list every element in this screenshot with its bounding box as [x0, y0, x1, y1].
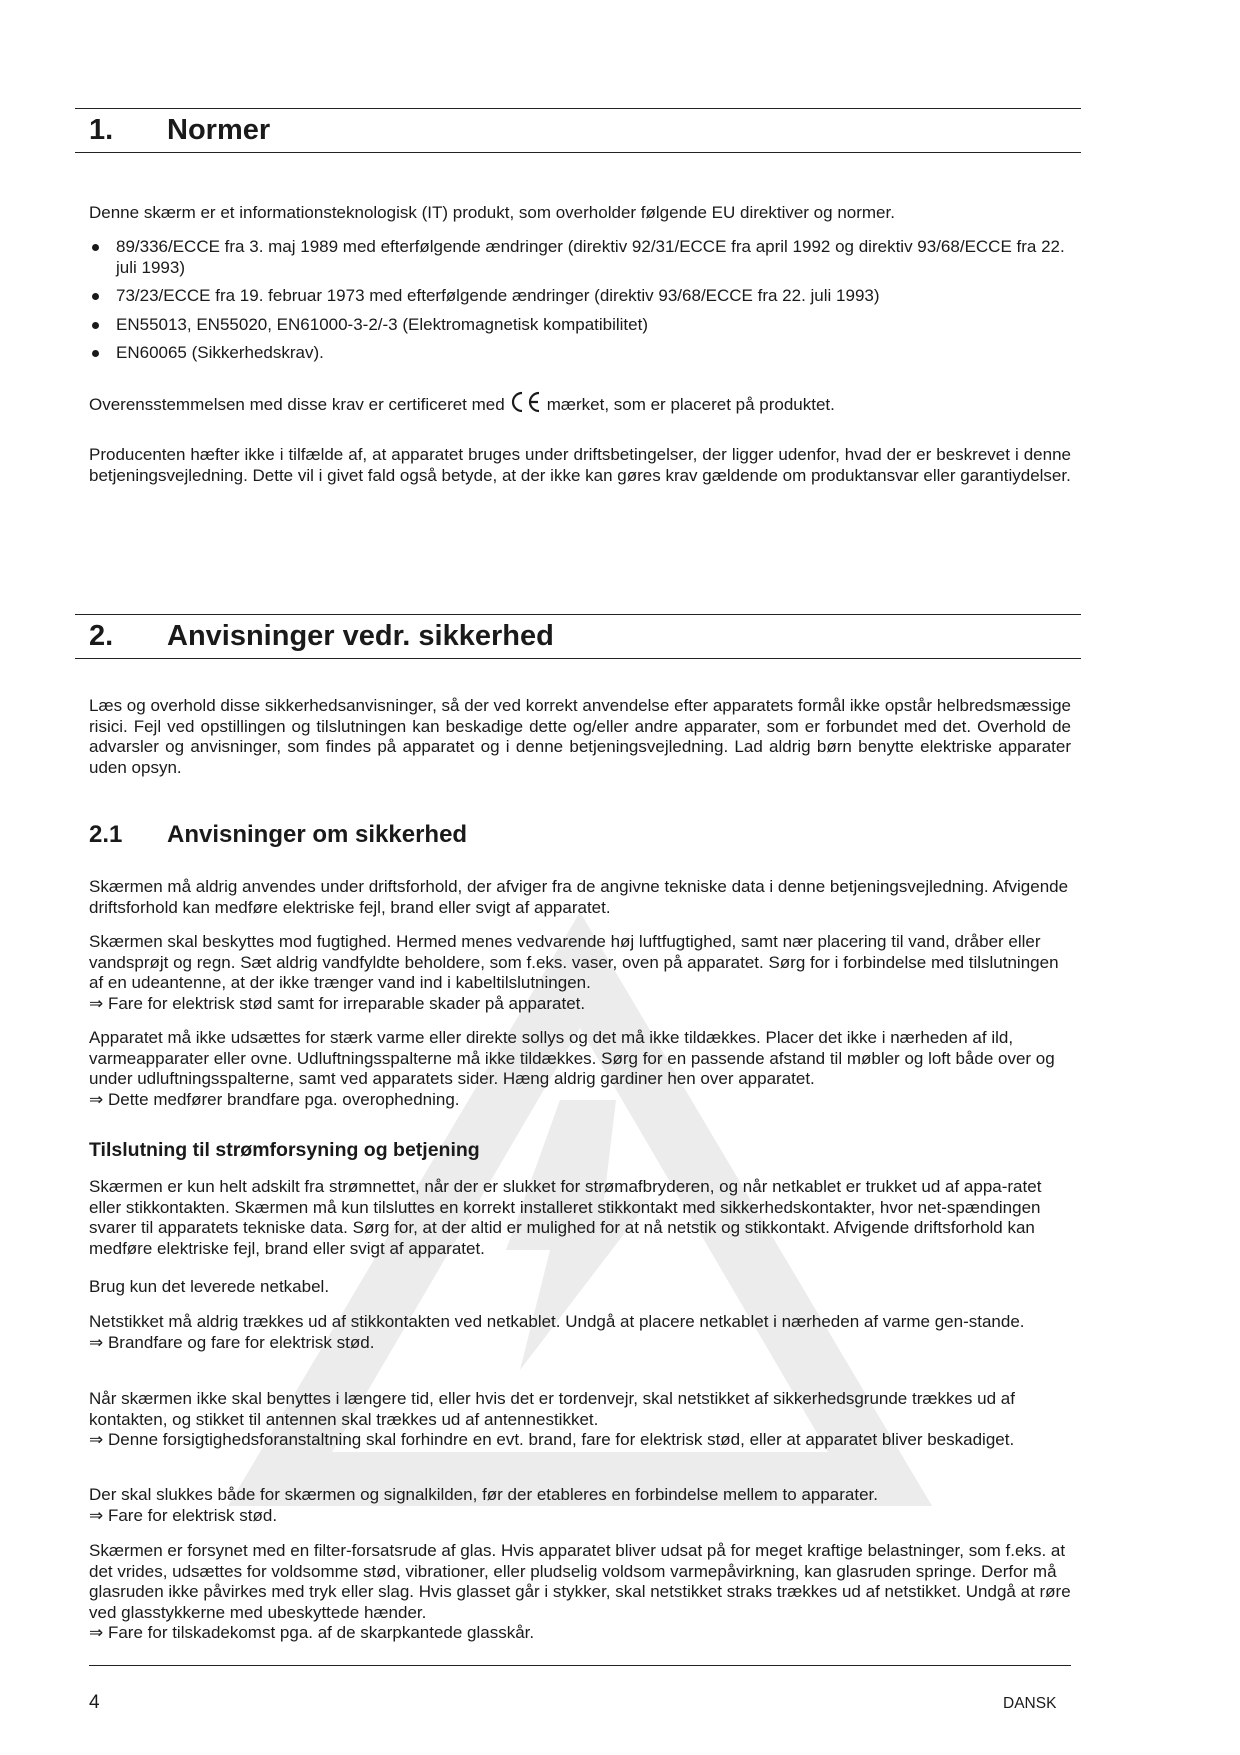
- section21-heading: [89, 821, 467, 849]
- section2-heading: [89, 620, 554, 653]
- section2-bottom-rule: [75, 658, 1081, 659]
- section2-number: 2.: [89, 620, 114, 652]
- arrow-note: ⇒ Fare for elektrisk stød samt for irreparable skader på apparatet.: [89, 993, 586, 1013]
- section21-paragraph-2: Skærmen skal beskyttes mod fugtighed. Hermed menes vedvarende høj luftfugtighed, samt nær placering til vand, dråber eller vandsprøjt og regn. Sæt aldrig vandfyldte beholdere, som f.eks. vaser, oven på apparatet. Sørg for i forbindelse med tilslutningen af en udeantenne, at der ikke trænger vand ind i kabeltilslutningen. ⇒ Fare for elektrisk stød samt for irreparable skader på apparatet.: [89, 932, 1059, 1013]
- arrow-note: ⇒ Brandfare og fare for elektrisk stød.: [89, 1332, 375, 1352]
- section1-number: 1.: [89, 114, 114, 146]
- list-item: 73/23/ECCE fra 19. februar 1973 med efterfølgende ændringer (direktiv 93/68/ECCE fra 22. juli 1993): [89, 286, 1071, 307]
- list-item: EN60065 (Sikkerhedskrav).: [89, 343, 1071, 364]
- subsection-paragraph-3: Netstikket må aldrig trækkes ud af stikkontakten ved netkablet. Undgå at placere netkablet i nærheden af varme gen-stande. ⇒ Brandfare og fare for elektrisk stød.: [89, 1312, 1025, 1352]
- subsection-paragraph-2: Brug kun det leverede netkabel.: [89, 1277, 330, 1296]
- liability-text: Producenten hæfter ikke i tilfælde af, at apparatet bruges under driftsbetingelser, der ligger udenfor, hvad der er beskrevet i denne betjeningsvejledning. Dette vil i givet fald også betyde, at der ikke kan gøres krav gældende om produktansvar eller garantiydelser.: [89, 445, 1071, 485]
- section21-title: Anvisninger om sikkerhed: [167, 821, 468, 848]
- bullet-icon: [92, 322, 99, 329]
- section1-intro: Denne skærm er et informationsteknologisk (IT) produkt, som overholder følgende EU direktiver og normer.: [89, 203, 895, 222]
- section21-number: 2.1: [89, 821, 123, 848]
- subsection-heading: Tilslutning til strømforsyning og betjening: [89, 1139, 480, 1161]
- subsection-paragraph-1: Skærmen er kun helt adskilt fra strømnettet, når der er slukket for strømafbryderen, og når netkablet er trukket ud af appa-ratet eller stikkontakten. Skærmen må kun tilsluttes en korrekt installeret stikkontakt med sikkerhedskontakter, hvor net-spændingen svarer til apparatets tekniske data. Sørg for, at der altid er mulighed for at nå netstik og stikkontakt. Afvigende driftsforhold kan medføre elektriske fejl, brand eller svigt af apparatet.: [89, 1177, 1042, 1258]
- subsection-paragraph-4: Når skærmen ikke skal benyttes i længere tid, eller hvis det er tordenvejr, skal netstikket af sikkerhedsgrunde trækkes ud af kontakten, og stikket til antennen skal trækkes ud af antennestikket. ⇒ Denne forsigtighedsforanstaltning skal forhindre en evt. brand, fare for elektrisk stød, eller at apparatet bliver beskadiget.: [89, 1389, 1015, 1449]
- section1-title: Normer: [167, 114, 271, 146]
- list-item: 89/336/ECCE fra 3. maj 1989 med efterfølgende ændringer (direktiv 92/31/ECCE fra april 1992 og direktiv 93/68/ECCE fra 22. juli 1993): [89, 237, 1071, 278]
- section21-paragraph-1: Skærmen må aldrig anvendes under driftsforhold, der afviger fra de angivne tekniske data i denne betjeningsvejledning. Afvigende driftsforhold kan medføre elektriske fejl, brand eller svigt af apparatet.: [89, 877, 1069, 917]
- section2-title: Anvisninger vedr. sikkerhed: [167, 620, 554, 652]
- subsection-paragraph-5: Der skal slukkes både for skærmen og signalkilden, før der etableres en forbindelse mellem to apparater. ⇒ Fare for elektrisk stød.: [89, 1485, 878, 1525]
- bullet-icon: [92, 350, 99, 357]
- arrow-note: ⇒ Fare for elektrisk stød.: [89, 1505, 278, 1525]
- section2-top-rule: [75, 614, 1081, 615]
- arrow-note: ⇒ Denne forsigtighedsforanstaltning skal forhindre en evt. brand, fare for elektrisk stød, eller at apparatet bliver beskadiget.: [89, 1430, 1015, 1449]
- bullet-icon: [92, 244, 99, 251]
- arrow-note: ⇒ Dette medfører brandfare pga. overophedning.: [89, 1089, 460, 1109]
- arrow-note: ⇒ Fare for tilskadekomst pga. af de skarpkantede glasskår.: [89, 1623, 535, 1642]
- bullet-icon: [92, 293, 99, 300]
- section1-top-rule: [75, 108, 1081, 109]
- subsection-paragraph-6: Skærmen er forsynet med en filter-forsatsrude af glas. Hvis apparatet bliver udsat på for meget kraftige belastninger, som f.eks. at det vrides, udsættes for voldsomme stød, vibrationer, eller pludselig voldsom varmepåvirkning, kan glasruden springe. Derfor må glasruden ikke påvirkes med tryk eller slag. Hvis glasset går i stykker, skal netstikket straks trækkes ud af netstikket. Undgå at røre ved glasstykkerne med ubeskyttede hænder. ⇒ Fare for tilskadekomst pga. af de skarpkantede glasskår.: [89, 1541, 1071, 1642]
- norms-list: [89, 237, 1071, 372]
- section2-intro: Læs og overhold disse sikkerhedsanvisninger, så der ved korrekt anvendelse efter apparatets formål ikke opstår helbredsmæssige risici. Fejl ved opstillingen og tilslutningen kan beskadige dette og/eller andre apparater, som er forbundet med det. Overhold de advarsler og anvisninger, som findes på apparatet og i denne betjeningsvejledning. Lad aldrig børn benytte elektriske apparater uden opsyn.: [89, 696, 1071, 777]
- conformity-text: Overensstemmelsen med disse krav er certificeret med mærket, som er placeret på produktet.: [89, 391, 1071, 416]
- section1-bottom-rule: [75, 152, 1081, 153]
- language-label: DANSK: [1003, 1695, 1057, 1712]
- section21-paragraph-3: Apparatet må ikke udsættes for stærk varme eller direkte sollys og det må ikke tildækkes. Placer det ikke i nærheden af ild, varmeapparater eller ovne. Udluftningsspalterne må ikke tildækkes. Sørg for en passende afstand til møbler og loft både over og under udluftningsspalterne, samt ved apparatets sider. Hæng aldrig gardiner hen over apparatet. ⇒ Dette medfører brandfare pga. overophedning.: [89, 1028, 1055, 1109]
- section1-heading: [89, 114, 270, 147]
- list-item: EN55013, EN55020, EN61000-3-2/-3 (Elektromagnetisk kompatibilitet): [89, 315, 1071, 336]
- page-number: 4: [89, 1692, 100, 1713]
- ce-mark-icon: [509, 391, 543, 413]
- footer-rule: [89, 1665, 1071, 1666]
